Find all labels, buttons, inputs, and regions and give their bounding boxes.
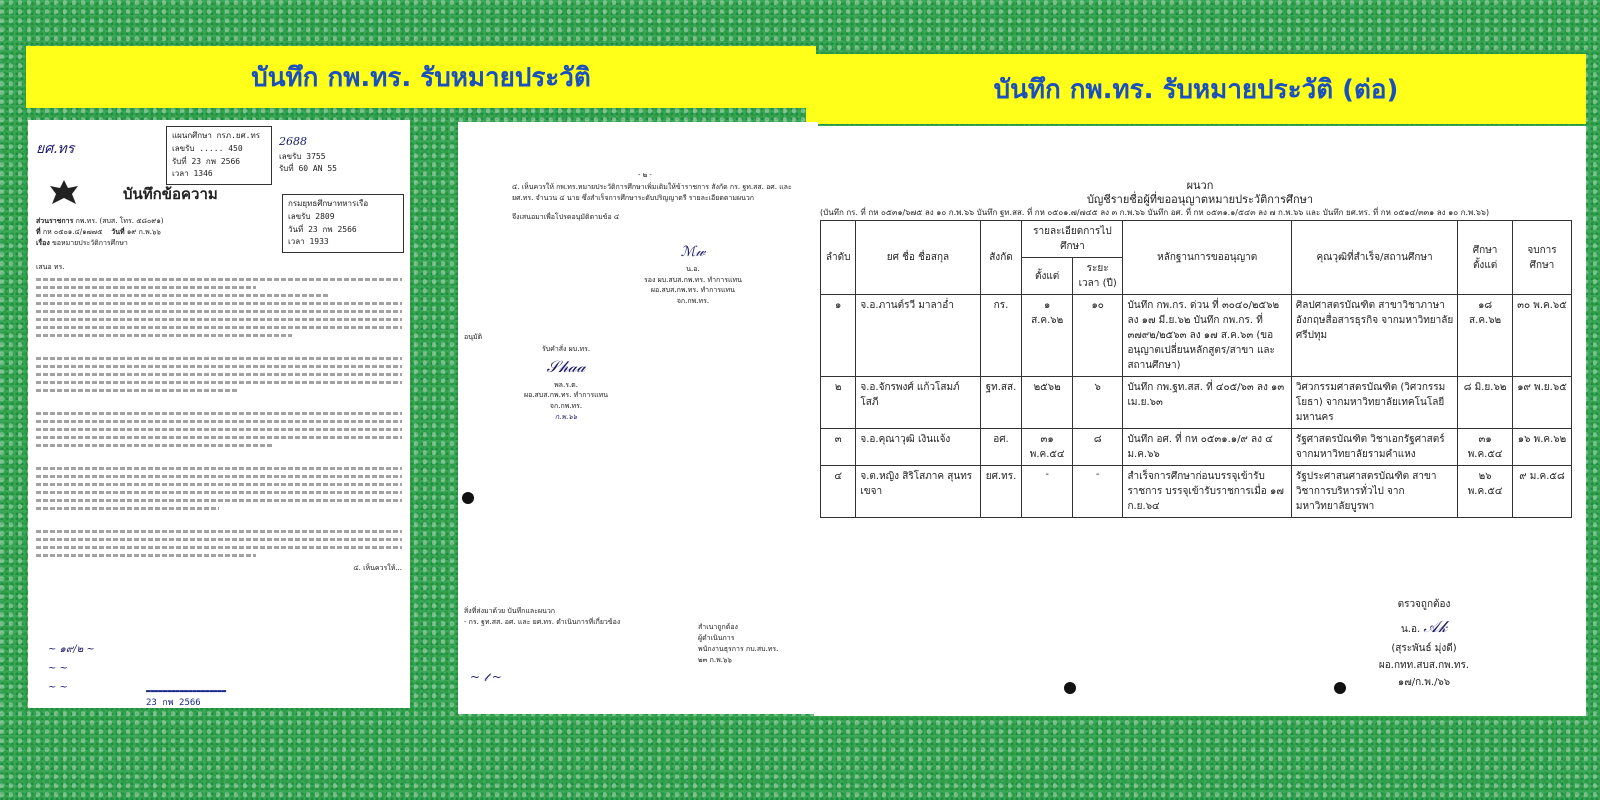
signature-block-1: ℳ𝓌 น.อ. รอง ผบ.สบส.กพ.ทร. ทำการแทน ผอ.สบส.กพ.ทร. ทำการแทน จก.กพ.ทร. — [644, 244, 742, 306]
page2-para5: จึงเสนอมาเพื่อโปรดอนุมัติตามข้อ ๔ — [512, 213, 620, 221]
memo-page-2 — [458, 122, 818, 714]
punch-hole — [1064, 682, 1076, 694]
punch-hole — [1334, 682, 1346, 694]
memo-page — [28, 120, 410, 708]
signature-block-2: รับคำสั่ง ผบ.ทร. 𝒮𝒽𝒶𝒶 พล.ร.ต. ผอ.สบส.กพ.ทร. ทำการแทน จก.กพ.ทร. ก.พ.๖๖ — [524, 345, 609, 422]
verification-block: ตรวจถูกต้อง น.อ. 𝒜𝓀 (สุระพันธ์ มุ่งดี) ผอ.กทท.สบส.กพ.ทร. ๑๗/ก.พ./๖๖ — [1378, 599, 1470, 689]
memo-header-fields: ส่วนราชการ กพ.ทร. (สบส. โทร. ๕๘๐๙๑) ที่ กห ๐๕๐๑.๔/๑๗๗๕ วันที่ ๑๙ ก.พ.๖๖ เรื่อง ขอหมายประวัติการศึกษา — [36, 216, 164, 247]
table-row: ๑ จ.อ.ภานต์รวี มาลาอ่ำ กร. ๑ ส.ค.๖๒ ๑๐ บันทึก กพ.กร. ด่วน ที่ ๓๐๔๐/๒๕๖๒ ลง ๑๗ มี.ย.๖๒ บันทึก กพ.กร. ที่ ๓๗๙๒/๒๕๖๓ ลง ๑๗ ส.ค.๖๓ (ขออนุญาตเปลี่ยนหลักสูตร/สาขา และสถานศึกษา) ศิลปศาสตรบัณฑิต สาขาวิชาภาษาอังกฤษสื่อสารธุรกิจ จากมหาวิทยาลัยศรีปทุม ๑๘ ส.ค.๖๒ ๓๐ พ.ค.๖๕ — [821, 295, 1572, 377]
annex-reference: (บันทึก กร. ที่ กห ๐๕๓๑/๖๗๕ ลง ๑๐ ก.พ.๖๖ บันทึก ฐท.สส. ที่ กห ๐๕๐๑.๗/๗๔๕ ลง ๓ ก.พ.๖๖ บันทึก อศ. ที่ กห ๐๕๓๑.๑/๕๔๓ ลง ๗ ก.พ.๖๖ และ บันทึก ยศ.ทร. ที่ กห ๐๕๑๔/๓๓๑ ลง ๑๐ ก.พ.๖๖) — [820, 208, 1490, 217]
approve-label: อนุมัติ — [464, 333, 483, 341]
annex-heading: ผนวก — [1186, 179, 1214, 192]
memo-signatures: ~ ๑๙/๒ ~ ~ ~ ~ ~ — [48, 644, 95, 693]
annex-page — [814, 126, 1586, 716]
table-row: ๓ จ.อ.คุณาวุฒิ เงินแจ้ง อศ. ๓๑ พ.ค.๕๔ ๘ บันทึก อศ. ที่ กห ๐๕๓๑.๑/๙ ลง ๔ ม.ค.๖๖ รัฐศาสตรบัณฑิต วิชาเอกรัฐศาสตร์ จากมหาวิทยาลัยรามคำแหง ๓๑ พ.ค.๕๔ ๑๖ พ.ค.๖๒ — [821, 429, 1572, 466]
table-row: ๔ จ.ต.หญิง สิริโสภาค สุนทรเขจา ยศ.ทร. - - สำเร็จการศึกษาก่อนบรรจุเข้ารับราชการ บรรจุเข้ารับราชการเมื่อ ๑๗ ก.ย.๖๔ รัฐประศาสนศาสตรบัณฑิต สาขาวิชาการบริหารทั่วไป จากมหาวิทยาลัยบูรพา ๒๖ พ.ค.๕๔ ๙ ม.ค.๕๘ — [821, 466, 1572, 518]
page-number: - ๒ - — [638, 171, 652, 179]
col-evidence: หลักฐานการขออนุญาต — [1123, 221, 1291, 295]
memo-title: บันทึกข้อความ — [123, 185, 218, 203]
banner-right-title: บันทึก กพ.ทร. รับหมายประวัติ (ต่อ) — [993, 74, 1399, 105]
col-duration: ระยะเวลา (ปี) — [1072, 258, 1123, 295]
header-mark: ยศ.ทร — [36, 141, 75, 157]
banner-left — [26, 46, 816, 108]
receipt-stamp-2: 2688 เลขรับ 3755 รับที่ 60 AN 55 — [279, 135, 337, 174]
receipt-stamp-3: กรมยุทธศึกษาทหารเรือ เลขรับ 2809 วันที่ 23 กพ 2566 เวลา 1933 — [282, 194, 404, 253]
table-row: ๒ จ.อ.จักรพงศ์ แก้วโสมภ์โสภี ฐท.สส. ๒๕๖๒ ๖ บันทึก กพ.ฐท.สส. ที่ ๔๐๕/๖๓ ลง ๑๓ เม.ย.๖๓ วิศวกรรมศาสตรบัณฑิต (วิศวกรรมโยธา) จากมหาวิทยาลัยเทคโนโลยีมหานคร ๘ มิ.ย.๖๒ ๑๙ พ.ย.๖๕ — [821, 377, 1572, 429]
memo-body: เสนอ ทร. ๔. เห็นควรให้... — [36, 263, 402, 572]
col-end: จบการศึกษา — [1512, 221, 1571, 295]
col-degree: คุณวุฒิที่สำเร็จ/สถานศึกษา — [1291, 221, 1457, 295]
banner-right — [806, 54, 1586, 124]
receipt-stamp-1: แผนกศึกษา กรภ.ยศ.ทร เลขรับ ..... 450 รับที่ 23 กพ 2566 เวลา 1346 — [166, 126, 272, 185]
punch-hole — [462, 492, 474, 504]
attachment-note: สิ่งที่ส่งมาด้วย บันทึกและผนวก - กร. ฐท.สส. อศ. และ ยศ.ทร. ดำเนินการที่เกี่ยวข้อง — [464, 607, 621, 626]
footer-stamp: ▬▬▬▬▬▬▬▬▬▬▬▬▬▬▬▬▬▬▬ 23 กพ 2566 — [146, 687, 227, 708]
annex-subheading: บัญชีรายชื่อผู้ที่ขออนุญาตหมายประวัติการศึกษา — [1086, 193, 1314, 206]
col-name: ยศ ชื่อ ชื่อสกุล — [856, 221, 980, 295]
garuda-emblem-icon — [46, 176, 82, 212]
col-start: ศึกษาตั้งแต่ — [1458, 221, 1513, 295]
annex-table — [820, 220, 1572, 518]
col-study: รายละเอียดการไปศึกษา — [1022, 221, 1123, 258]
copy-certification: สำเนาถูกต้อง ผู้ดำเนินการ พนักงานธุรการ กบ.สบ.ทร. ๒๓ ก.พ.๖๖ — [698, 623, 779, 664]
bottom-signature: ~ 𝓉 ~ — [470, 670, 502, 684]
col-no: ลำดับ — [821, 221, 856, 295]
page2-para4: ๔. เห็นควรให้ กพ.ทร.หมายประวัติการศึกษาเพิ่มเติมให้ข้าราชการ สังกัด กร. ฐท.สส. อศ. และ ยศ.ทร. จำนวน ๔ นาย ซึ่งสำเร็จการศึกษาระดับปริญญาตรี รายละเอียดตามผนวก — [512, 183, 792, 202]
col-unit: สังกัด — [980, 221, 1022, 295]
col-from: ตั้งแต่ — [1022, 258, 1073, 295]
banner-left-title: บันทึก กพ.ทร. รับหมายประวัติ — [251, 62, 591, 93]
